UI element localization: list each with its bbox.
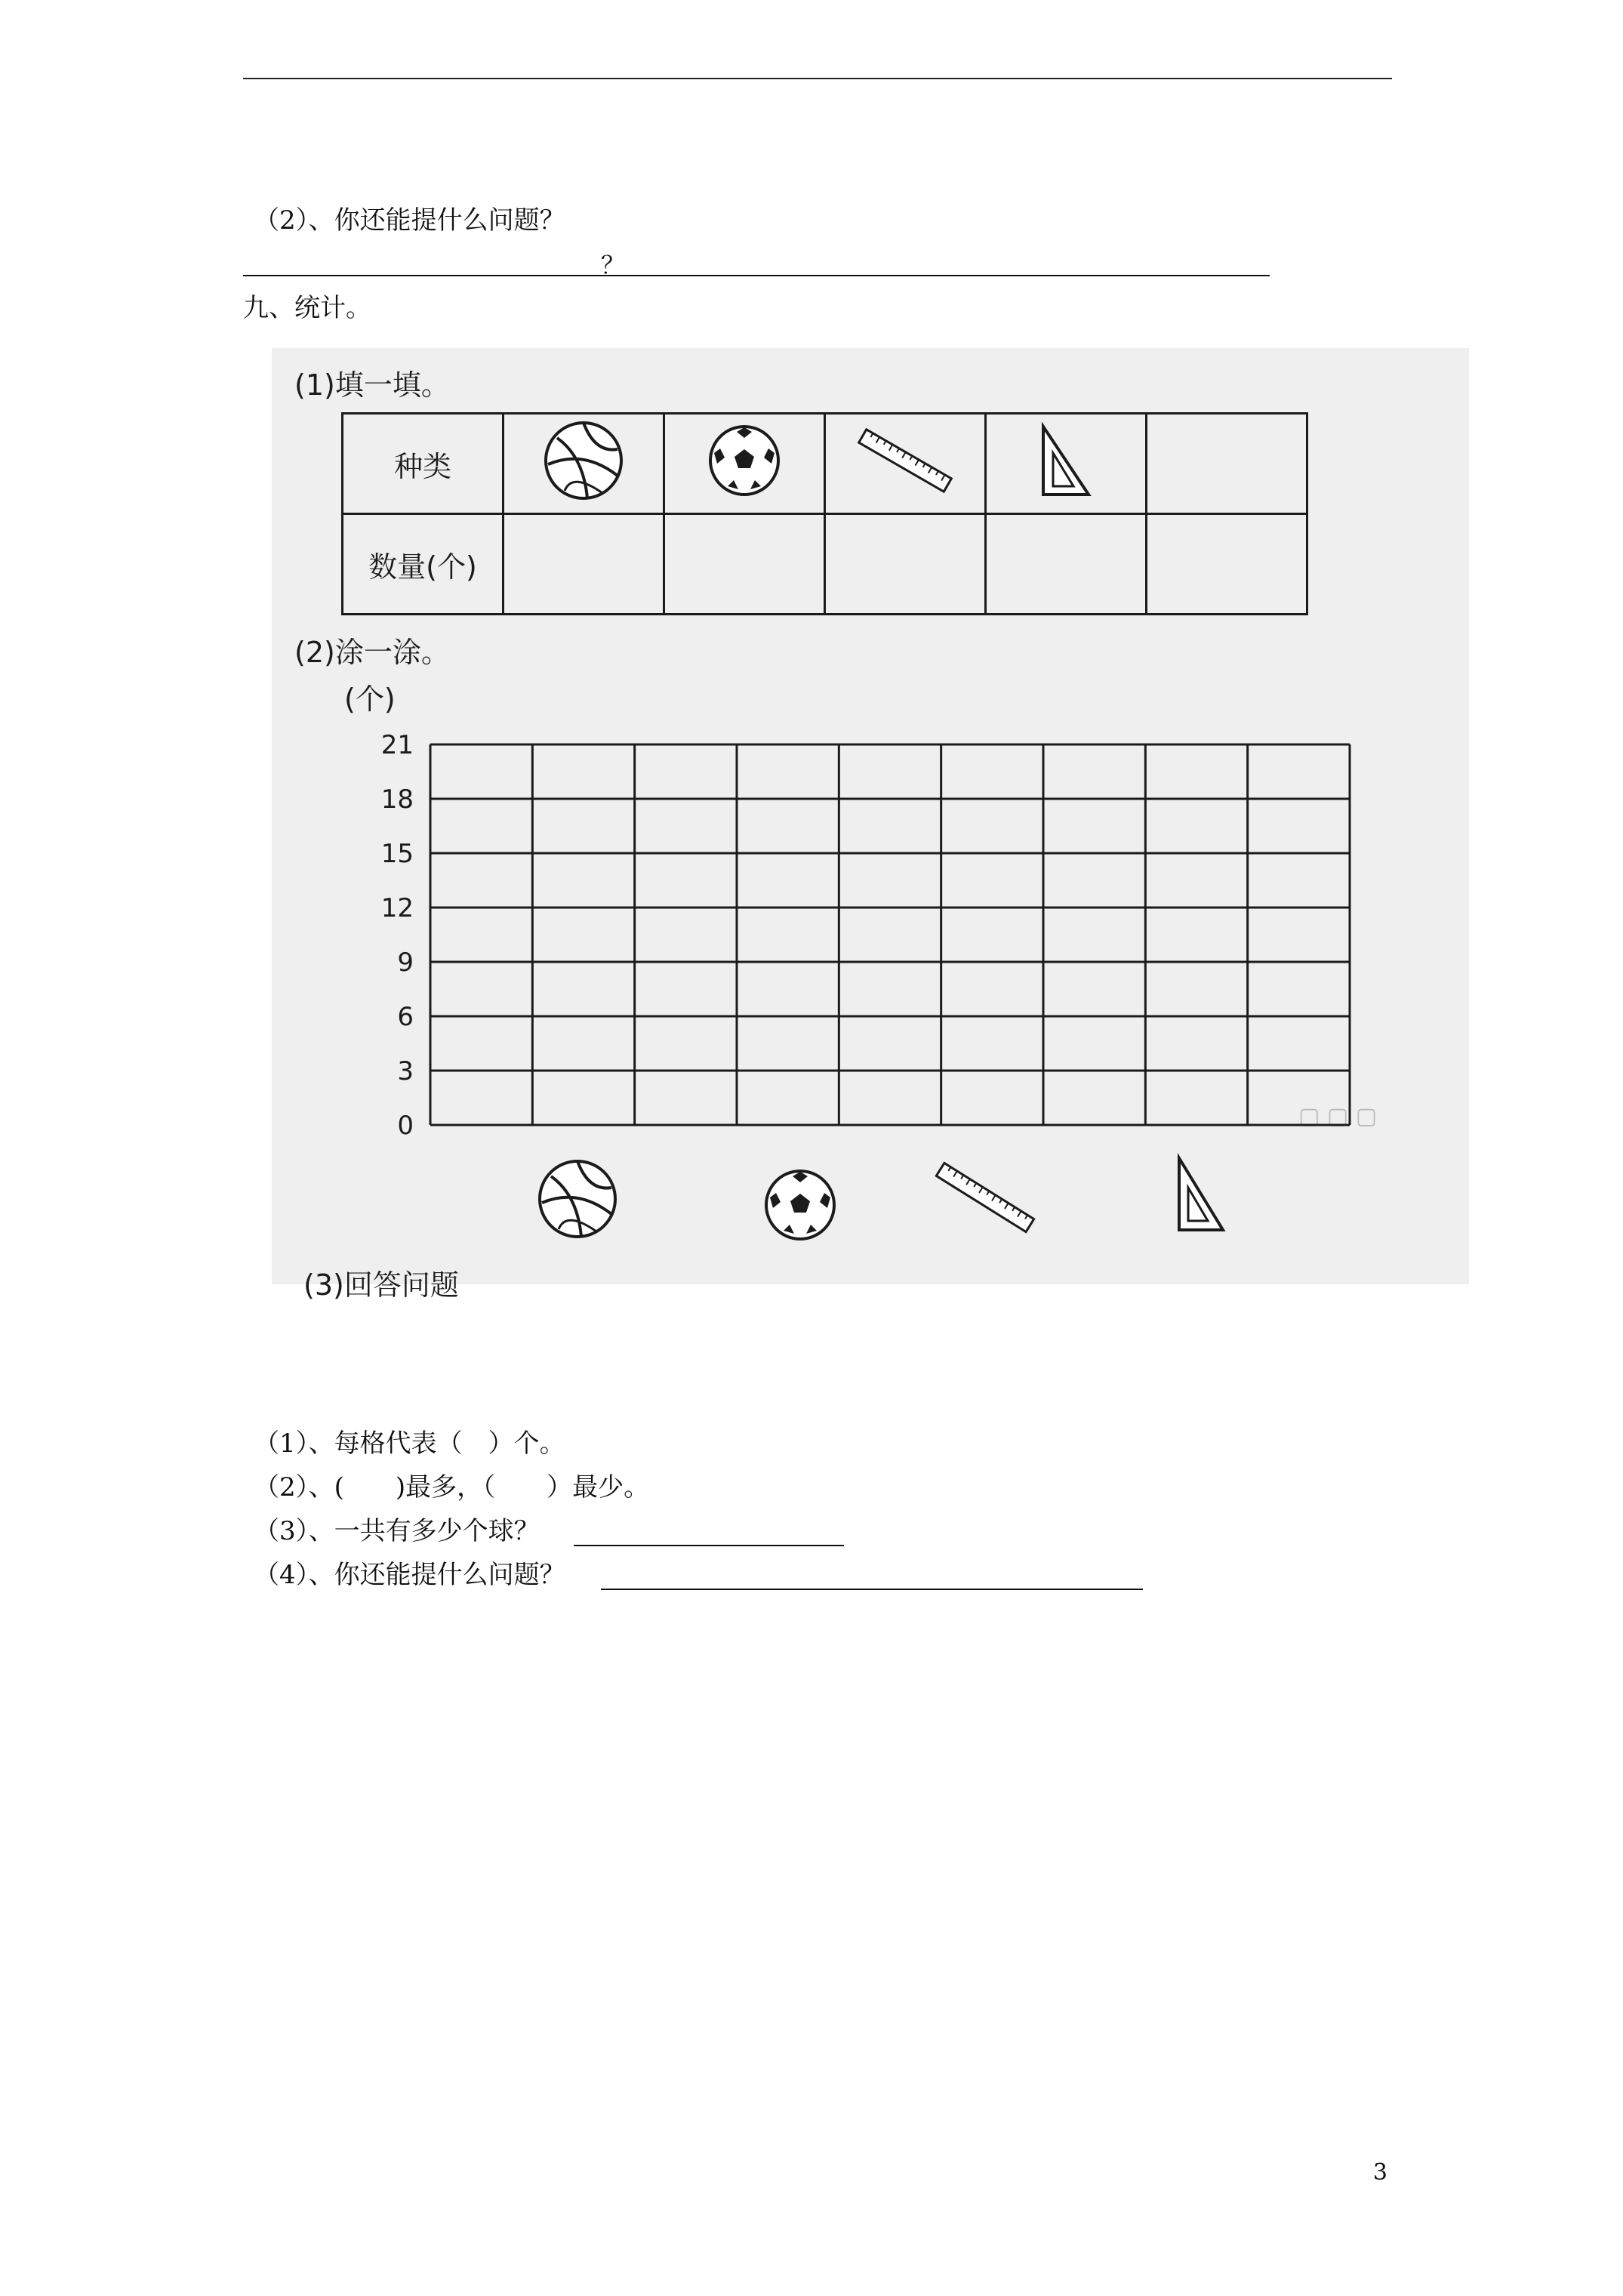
question-1: （1）、每格代表（ ）个。 <box>254 1428 565 1459</box>
y-tick-label: 3 <box>397 1056 414 1086</box>
scan-noise: ▢ ▢ ▢ <box>1298 1103 1378 1130</box>
y-tick-label: 0 <box>397 1111 414 1141</box>
type-header: 种类 <box>343 414 504 514</box>
bar-chart-grid <box>272 348 1469 1284</box>
y-tick-label: 12 <box>380 893 414 923</box>
quantity-header: 数量(个) <box>343 514 504 615</box>
header-rule <box>243 78 1392 79</box>
section-title: 九、统计。 <box>243 293 371 323</box>
answer-line-4[interactable] <box>601 1589 1143 1590</box>
question-4: （4）、你还能提什么问题？ <box>254 1560 565 1590</box>
part2-title: (2)涂一涂。 <box>294 636 450 669</box>
y-unit-label: (个) <box>344 683 396 716</box>
question-mark: ？ <box>601 251 626 279</box>
ruler-icon <box>929 1156 1042 1239</box>
answer-line[interactable] <box>243 275 1270 276</box>
y-tick-label: 9 <box>397 948 414 978</box>
y-tick-label: 21 <box>380 730 414 760</box>
question-8-2: （2）、你还能提什么问题？ <box>254 205 565 236</box>
question-3: （3）、一共有多少个球？ <box>254 1516 540 1546</box>
soccer-ball-icon <box>762 1167 838 1243</box>
answer-line-3[interactable] <box>574 1545 844 1546</box>
question-2: （2）、( )最多，（ ）最少。 <box>254 1472 650 1502</box>
set-square-icon <box>1170 1154 1230 1237</box>
y-tick-label: 6 <box>397 1002 414 1032</box>
page-number: 3 <box>1372 2159 1387 2186</box>
scanned-figure <box>272 348 1469 1302</box>
part1-title: (1)填一填。 <box>294 368 450 402</box>
volleyball-icon <box>536 1157 619 1240</box>
y-tick-label: 15 <box>380 839 414 869</box>
part3-title: (3)回答问题 <box>303 1268 459 1302</box>
y-tick-label: 18 <box>380 784 414 815</box>
